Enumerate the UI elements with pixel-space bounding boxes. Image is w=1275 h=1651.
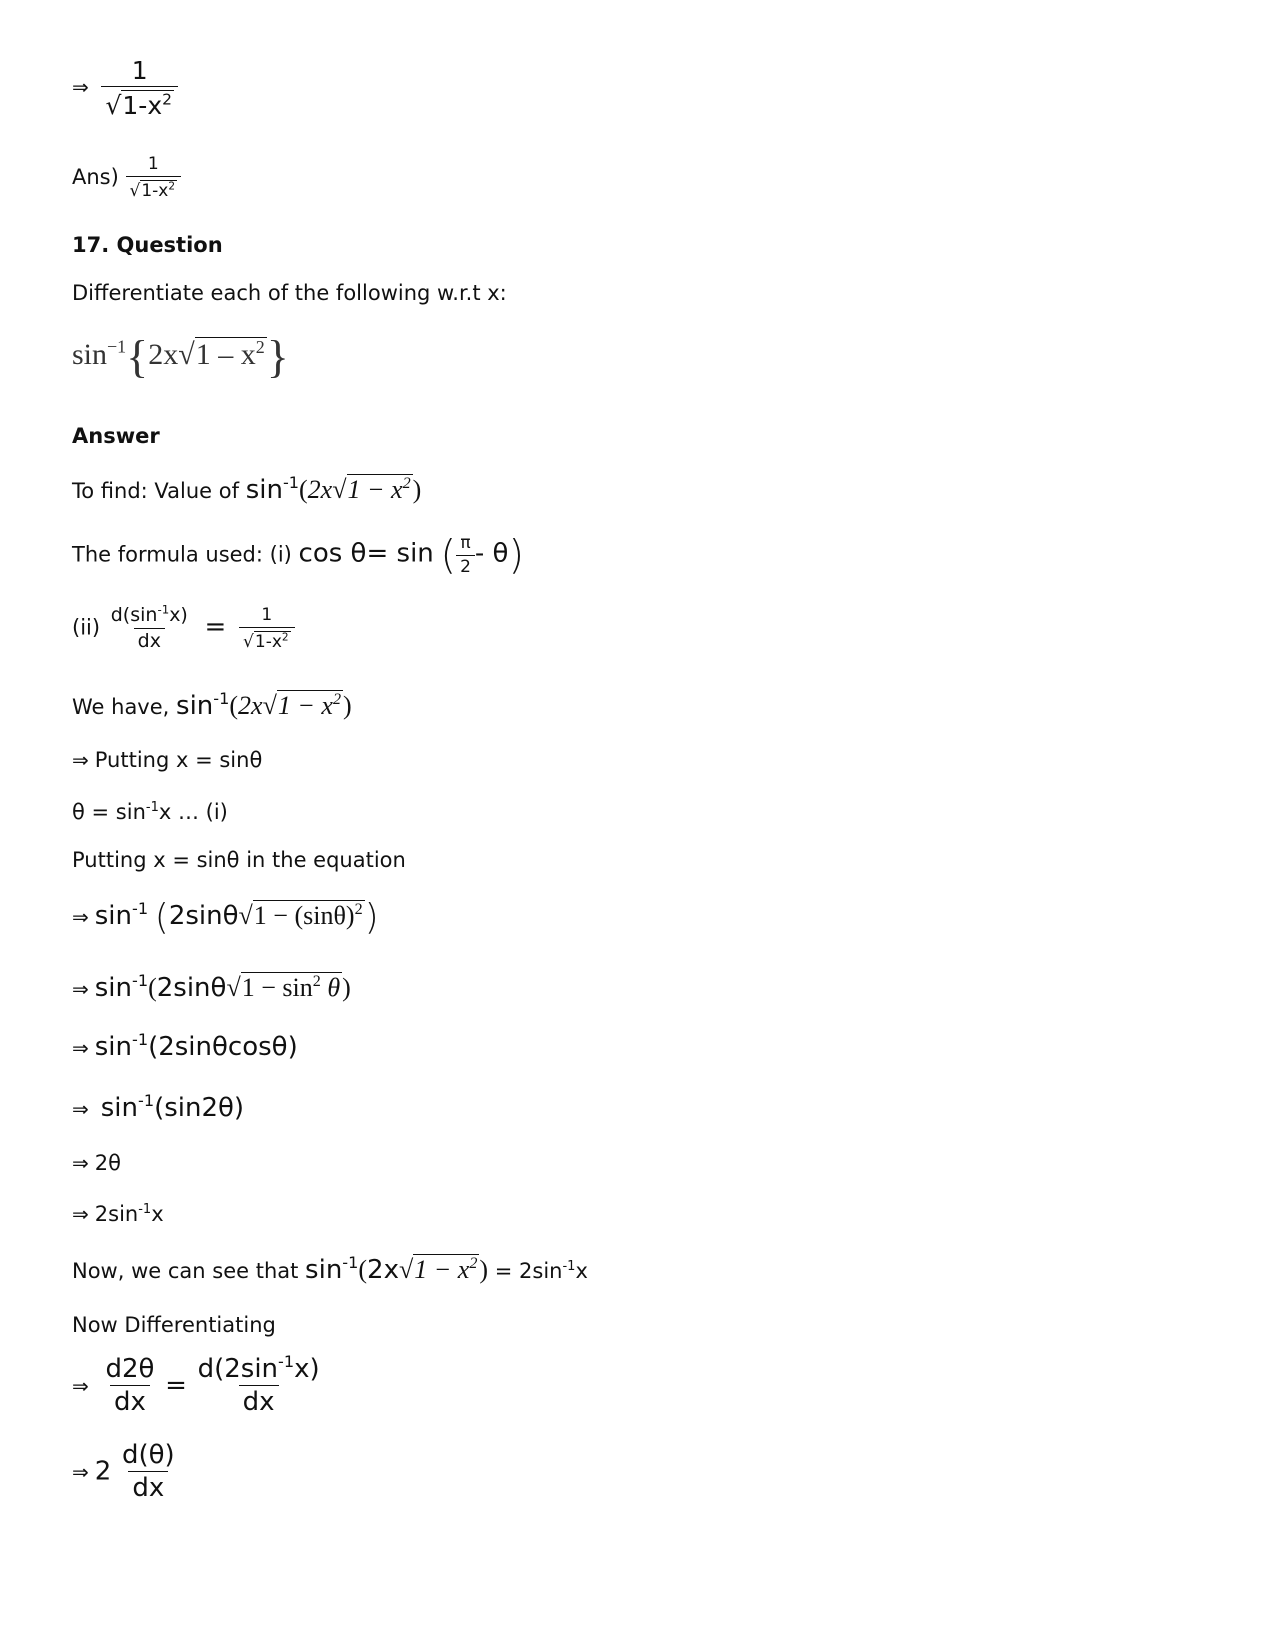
now-see-line: Now, we can see that $\sin^{-1}(2x$ √ $1 - x^2$ ) = $2\sin^{-1}x$ [72,1253,588,1285]
square-root: √ $1 - x^2$ [398,1255,478,1284]
diff-step-2: ⇒ 2 $\frac{d(\theta)}{dx}$ [72,1442,179,1501]
putting-equation-line: Putting x = sinθ in the equation [72,848,406,872]
square-root: √ $1 - x^2$ [178,336,265,371]
step-3: ⇒ $\sin^{-1}(2\sin\theta\cos\theta)$ [72,1030,298,1062]
fraction: $\frac{d(\sin^{-1}x)}{dx}$ [110,602,188,652]
answer-line: Ans) 1 √ $1-x^2$ [72,156,181,200]
square-root: √ $1 - \sin^2 \theta$ [226,973,341,1002]
square-root: √ $1-x^2$ [129,180,176,201]
step-5: ⇒ 2θ [72,1151,121,1175]
fraction: $\frac{d2\theta}{dx}$ [105,1354,155,1417]
question-heading: 17. Question [72,233,223,257]
square-root: √ $1 - x^2$ [262,691,341,720]
theta-line: $\theta = \sin^{-1}x$ … (i) [72,799,228,824]
top-result [72,58,178,118]
step-1: ⇒ $\sin^{-1} (2\sin\theta$ √ $1 - (\sin\theta)^2$ ) [72,897,379,938]
fraction: 1 √ $1-x^2$ [101,58,178,118]
step-6: ⇒ $2\sin^{-1}x$ [72,1201,164,1226]
pi-over-two: $\frac{\pi}{2}$ [456,535,475,576]
formula-ii-line: (ii) $\frac{d(\sin^{-1}x)}{dx}$ = 1 √ $1-x^2$ [72,606,295,651]
step-4: ⇒ $\sin^{-1}(\sin 2\theta)$ [72,1091,245,1123]
diff-step-1: ⇒ $\frac{d2\theta}{dx}$ = $\frac{d(2\sin^{-1}x)}{dx}$ [72,1356,324,1415]
step-2: ⇒ $\sin^{-1}(2\sin\theta$ √ $1 - \sin^2 \theta$ ) [72,971,351,1003]
putting-line: ⇒ Putting x = sinθ [72,748,263,772]
fraction: 1 √ $1-x^2$ [126,156,182,200]
question-prompt: Differentiate each of the following w.r.t x: [72,281,507,305]
question-expression: $\sin^{-1}\{2x$ √ $1 - x^2$ } [72,331,289,382]
answer-heading: Answer [72,424,160,448]
formula-i-line: The formula used: (i) cos θ= sin ( $\frac{\pi}{2}$ - θ) [72,532,525,579]
square-root: √ $1-x^2$ [243,630,289,652]
square-root: √ $1 - (\sin\theta)^2$ [238,901,363,930]
fraction: $\frac{d(2\sin^{-1}x)}{dx}$ [197,1352,320,1417]
we-have-line: We have, $\sin^{-1}(2x$ √ $1 - x^2$ ) [72,689,352,721]
square-root: √ $1 - x^2$ [332,475,411,504]
fraction: $\frac{d(\theta)}{dx}$ [122,1440,175,1503]
fraction: 1 √ $1-x^2$ [239,607,295,651]
implies-arrow: ⇒ [72,75,89,99]
to-find-line: To find: Value of $\sin^{-1}(2x$ √ $1 - x^2$ ) [72,473,422,505]
now-differentiating: Now Differentiating [72,1313,276,1337]
square-root: √ $1-x^2$ [105,90,172,120]
